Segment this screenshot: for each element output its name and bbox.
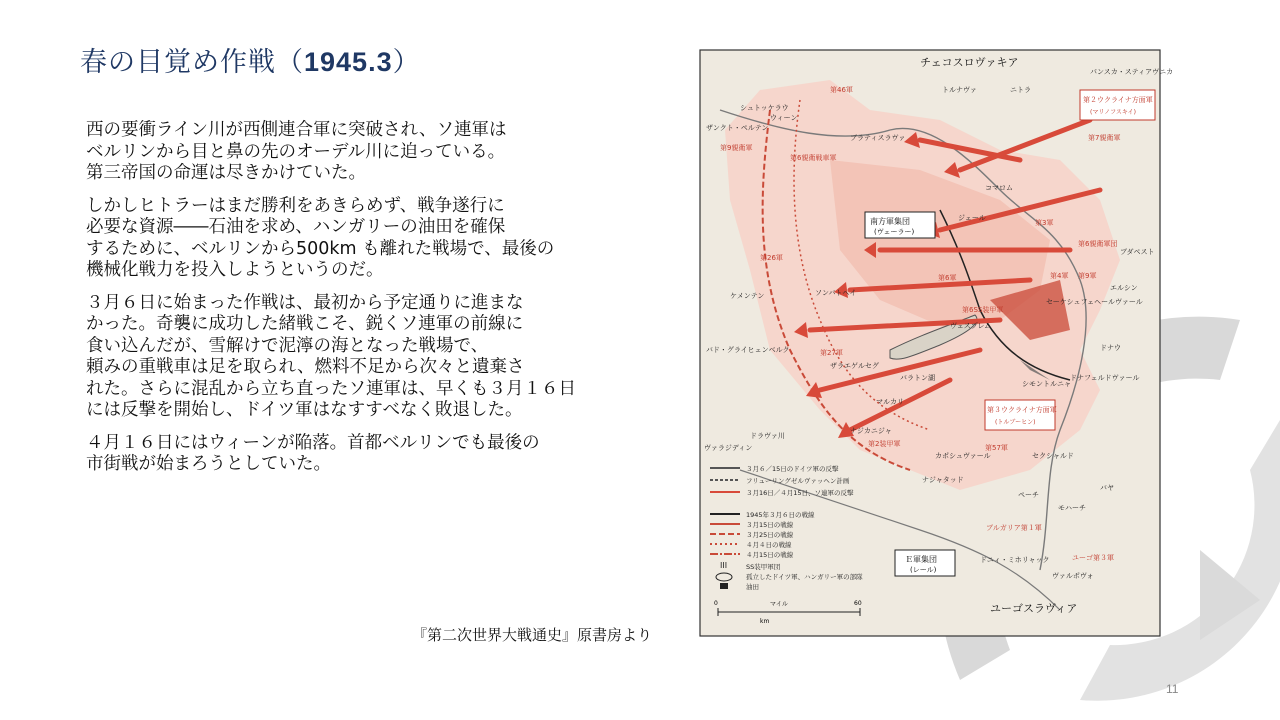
city-varazdin: ヴァラジディン xyxy=(704,444,753,452)
paragraph-1 xyxy=(86,120,606,185)
city-szekesfehervar: セーケシュフェヘールヴァール xyxy=(1046,298,1143,306)
unit-2nd-panzer: 第2装甲軍 xyxy=(868,440,901,448)
title-paren: ） xyxy=(392,47,421,78)
unit-6th-guards-corps: 第6親衛軍団 xyxy=(1078,240,1118,248)
box-army-group-south xyxy=(865,212,935,238)
city-nitra: ニトラ xyxy=(1010,86,1031,94)
box-text: 第２ウクライナ方面軍 xyxy=(1083,96,1153,104)
legend-item: フリューリングゼルヴァッヘン計画 xyxy=(746,477,850,485)
box-text: (レール) xyxy=(910,566,937,574)
text-line: 市街戦が始まろうとしていた。 xyxy=(86,454,331,474)
title-text: 春の目覚め作戦（ xyxy=(80,47,304,78)
body-text xyxy=(86,120,606,487)
unit-57th: 第57軍 xyxy=(985,444,1008,452)
unit-3rd: 第3軍 xyxy=(1035,219,1054,227)
city-ercsi: エルシン xyxy=(1110,284,1138,292)
city-stockerau: シュトッケラウ xyxy=(740,104,789,112)
city-budapest: ブダペスト xyxy=(1120,248,1155,256)
box-text: (トルブーヒン) xyxy=(995,419,1036,426)
city-szekszard: セクシャルド xyxy=(1032,452,1074,460)
page-number: 11 xyxy=(1166,682,1179,696)
city-szombathely: ソンバトヘイ xyxy=(815,289,857,297)
label-danube: ドナウ xyxy=(1100,344,1121,352)
text-line: 食い込んだが、雪解けで泥濘の海となった戦場で、 xyxy=(86,335,489,356)
city-kementen: ケメンテン xyxy=(730,292,765,300)
text-line: しかしヒトラーはまだ勝利をあきらめず、戦争遂行に xyxy=(86,195,505,216)
city-vienna: ウィーン xyxy=(770,114,798,122)
text-line: 西の要衝ライン川が西側連合軍に突破され、ソ連軍は xyxy=(86,120,507,140)
paragraph-3 xyxy=(86,293,606,422)
scale-text: 0 xyxy=(714,600,718,607)
box-ukr2 xyxy=(1080,90,1155,120)
unit-6th-guards-tank: 第6親衛戦車軍 xyxy=(790,154,837,162)
legend-item: ４月４日の戦線 xyxy=(746,541,792,549)
paragraph-2 xyxy=(86,196,606,282)
campaign-map xyxy=(700,50,1174,636)
box-army-group-e xyxy=(895,550,955,576)
legend-item: ３月16日／４月15日、ソ連軍の反撃 xyxy=(746,489,854,497)
city-donji-miholjac: ドニィ・ミホリャック xyxy=(980,556,1050,564)
unit-27th: 第27軍 xyxy=(820,349,843,357)
text-line: ３月６日に始まった作戦は、最初から予定通りに進まな xyxy=(86,292,524,313)
city-nagyatad: ナジャタッド xyxy=(922,476,964,484)
city-st-polten: ザンクト・ペルテン xyxy=(706,124,769,132)
box-text: (ヴェーラー) xyxy=(874,228,915,236)
city-simontornya: シモントルニャ xyxy=(1022,380,1071,388)
unit-26th: 第26軍 xyxy=(760,254,783,262)
unit-7th-guards: 第7親衛軍 xyxy=(1088,134,1121,142)
city-bratislava: ブラティスラヴァ xyxy=(850,134,906,142)
label-yugoslavia: ユーゴスラヴィア xyxy=(990,602,1078,615)
city-zalaegerszeg: ザラエゲルセグ xyxy=(830,362,879,370)
city-pecs: ペーチ xyxy=(1018,491,1039,499)
legend-item: ３月25日の戦線 xyxy=(746,531,794,539)
city-trnava: トルナヴァ xyxy=(942,86,977,94)
paragraph-4 xyxy=(86,433,606,476)
city-marcali: マルカリ xyxy=(876,398,904,406)
legend-item: SS装甲軍団 xyxy=(746,563,781,571)
unit-bulgarian-1st: ブルガリア第１軍 xyxy=(986,524,1042,532)
unit-9th-guards: 第9親衛軍 xyxy=(720,144,753,152)
legend-item: 1945年３月６日の戦線 xyxy=(746,511,815,519)
city-kaposvar: カポシュヴァール xyxy=(935,452,991,460)
label-drava: ドラヴァ川 xyxy=(750,432,785,440)
city-gyor: ジェール xyxy=(958,214,986,222)
city-banska: パンスカ・スティアヴニカ xyxy=(1090,68,1174,76)
city-mohacs: モハーチ xyxy=(1058,504,1086,512)
text-line: ベルリンから目と鼻の先のオーデル川に迫っている。 xyxy=(86,141,506,162)
text-line: れた。さらに混乱から立ち直ったソ連軍は、早くも３月１６日 xyxy=(86,378,576,399)
city-nagykanizsa: ナジカニジャ xyxy=(850,427,892,435)
text-line: 機械化戦力を投入しようというのだ。 xyxy=(86,260,384,280)
city-komarom: コマロム xyxy=(985,184,1013,192)
legend-item: 孤立したドイツ軍、ハンガリー軍の部隊 xyxy=(746,573,863,581)
label-czechoslovakia: チェコスロヴァキア xyxy=(920,56,1019,69)
scale-text: 60 xyxy=(854,600,862,607)
city-veszprem: ヴェスプレム xyxy=(950,322,992,330)
legend-item: ４月15日の戦線 xyxy=(746,551,794,559)
text-line: するために、ベルリンから500km も離れた戦場で、最後の xyxy=(86,238,555,259)
scale-text: マイル xyxy=(770,601,788,608)
unit-6th-ss-panzer: 第6SS装甲軍 xyxy=(962,306,1004,314)
text-line: 頼みの重戦車は足を取られ、燃料不足から次々と遺棄さ xyxy=(86,357,525,377)
city-bad-gleichenberg: バド・グライヒェンベルク xyxy=(706,346,790,354)
scale-text: km xyxy=(760,618,770,625)
source-caption: 『第二次世界大戦通史』原書房より xyxy=(412,626,653,644)
box-text: 第３ウクライナ方面軍 xyxy=(987,406,1057,414)
legend-item: 油田 xyxy=(746,583,759,591)
city-valpovo: ヴァルポヴォ xyxy=(1052,572,1094,580)
city-baja: バヤ xyxy=(1100,484,1114,492)
city-dunafoldvar: ドナフェルドヴァール xyxy=(1070,374,1140,382)
legend-item: ３月６／15日のドイツ軍の反撃 xyxy=(746,465,839,473)
svg-text:III: III xyxy=(720,561,728,570)
text-line: かった。奇襲に成功した緒戦こそ、鋭くソ連軍の前線に xyxy=(86,314,524,334)
unit-46th: 第46軍 xyxy=(830,86,853,94)
label-balaton: バラトン湖 xyxy=(900,374,935,382)
page-title xyxy=(80,40,421,79)
box-ukr3 xyxy=(985,400,1057,430)
text-line: 必要な資源――石油を求め、ハンガリーの油田を確保 xyxy=(86,217,506,237)
box-text: Ｅ軍集団 xyxy=(905,555,937,564)
title-year: 1945.3 xyxy=(304,47,393,77)
text-line: には反撃を開始し、ドイツ軍はなすすべなく敗退した。 xyxy=(86,400,523,420)
box-text: 南方軍集団 xyxy=(870,217,910,226)
unit-6th: 第6軍 xyxy=(938,274,957,282)
box-text: (マリノフスキイ) xyxy=(1090,109,1136,116)
legend-item: ３月15日の戦線 xyxy=(746,521,794,529)
text-line: 第三帝国の命運は尽きかけていた。 xyxy=(86,163,366,183)
text-line: ４月１６日にはウィーンが陥落。首都ベルリンでも最後の xyxy=(86,432,540,453)
unit-9th: 第9軍 xyxy=(1078,272,1097,280)
unit-4th: 第4軍 xyxy=(1050,272,1069,280)
unit-yugo-3rd: ユーゴ第３軍 xyxy=(1072,554,1114,562)
